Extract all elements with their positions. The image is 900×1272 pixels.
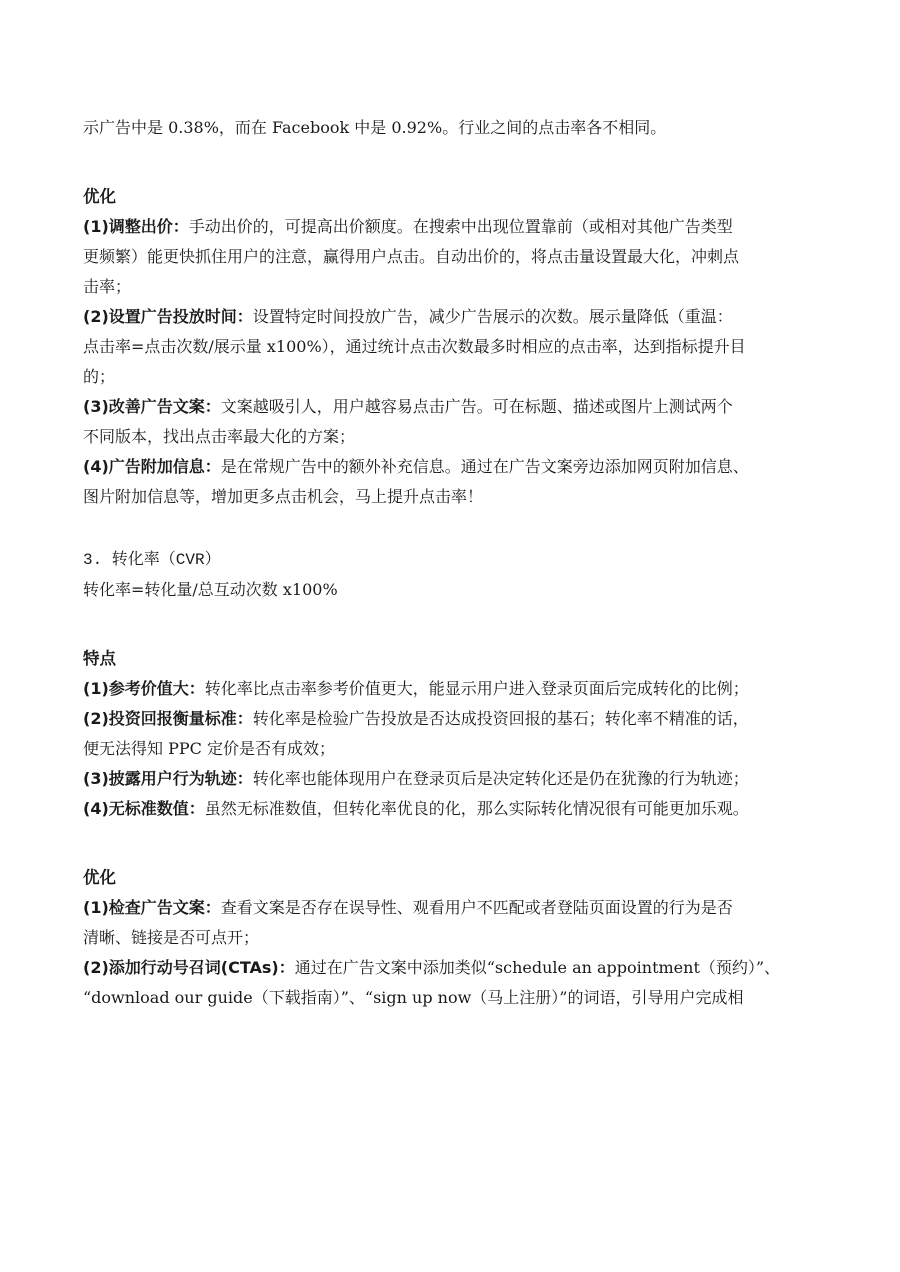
cvr-feat-item-3-text: 转化率也能体现用户在登录页后是决定转化还是仍在犹豫的行为轨迹； <box>252 769 749 788</box>
ctr-opt-item-3-line-2: 不同版本，找出点击率最大化的方案； <box>83 427 356 446</box>
ctr-opt-item-2-line-1 <box>83 302 823 332</box>
ctr-opt-item-3-label: (3)改善广告文案： <box>83 397 221 416</box>
ctr-opt-item-3-line-1 <box>83 392 823 422</box>
spacer <box>83 512 823 545</box>
cvr-optimize-heading: 优化 <box>83 868 116 887</box>
cvr-feat-item-4-label: (4)无标准数值： <box>83 799 205 818</box>
ctr-opt-item-2-text: 设置特定时间投放广告，减少广告展示的次数。展示量降低（重温： <box>252 307 733 326</box>
document-page <box>83 113 823 1013</box>
ctr-opt-item-3-text: 文案越吸引人，用户越容易点击广告。可在标题、描述或图片上测试两个 <box>220 397 733 416</box>
spacer <box>83 605 823 638</box>
ctr-optimize-heading: 优化 <box>83 187 116 206</box>
cvr-opt-item-2-line-2: “download our guide（下载指南）”、“sign up now（马上注册）”的词语，引导用户完成相 <box>83 988 744 1007</box>
cvr-feat-item-1-text: 转化率比点击率参考价值更大，能显示用户进入登录页面后完成转化的比例； <box>204 679 749 698</box>
cvr-formula: 转化率=转化量/总互动次数 x100% <box>83 580 338 599</box>
cvr-feat-item-3-label: (3)披露用户行为轨迹： <box>83 769 253 788</box>
spacer <box>83 143 823 176</box>
cvr-opt-item-2-text: 通过在广告文案中添加类似“schedule an appointment（预约）”、 <box>294 958 781 977</box>
ctr-opt-item-2-line-3: 的； <box>83 367 116 386</box>
cvr-opt-item-1-line-2: 清晰、链接是否可点开； <box>83 928 260 947</box>
ctr-opt-item-4-line-1 <box>83 452 823 482</box>
cvr-section-title: 3. 转化率（CVR） <box>83 551 221 569</box>
ctr-opt-item-2-line-2: 点击率=点击次数/展示量 x100%），通过统计点击次数最多时相应的点击率，达到指标提升目 <box>83 337 746 356</box>
spacer <box>83 824 823 857</box>
cvr-opt-item-1-line-1 <box>83 893 823 923</box>
ctr-opt-item-1-line-2: 更频繁）能更快抓住用户的注意，赢得用户点击。自动出价的，将点击量设置最大化，冲刺点 <box>83 247 740 266</box>
ctr-opt-item-1-line-1 <box>83 212 823 242</box>
cvr-feat-item-1-line-1 <box>83 674 823 704</box>
cvr-opt-item-1-label: (1)检查广告文案： <box>83 898 221 917</box>
ctr-opt-item-4-text: 是在常规广告中的额外补充信息。通过在广告文案旁边添加网页附加信息、 <box>220 457 749 476</box>
cvr-feat-item-2-line-2: 便无法得知 PPC 定价是否有成效； <box>83 739 335 758</box>
ctr-opt-item-2-label: (2)设置广告投放时间： <box>83 307 253 326</box>
cvr-feat-item-2-text: 转化率是检验广告投放是否达成投资回报的基石；转化率不精准的话， <box>252 709 749 728</box>
cvr-feat-item-1-label: (1)参考价值大： <box>83 679 205 698</box>
cvr-feat-item-4-line-1 <box>83 794 823 824</box>
ctr-opt-item-1-text: 手动出价的，可提高出价额度。在搜索中出现位置靠前（或相对其他广告类型 <box>188 217 733 236</box>
cvr-opt-item-1-text: 查看文案是否存在误导性、观看用户不匹配或者登陆页面设置的行为是否 <box>220 898 733 917</box>
cvr-feat-item-4-text: 虽然无标准数值，但转化率优良的化，那么实际转化情况很有可能更加乐观。 <box>204 799 749 818</box>
ctr-opt-item-4-line-2: 图片附加信息等，增加更多点击机会，马上提升点击率！ <box>83 487 484 506</box>
cvr-features-heading: 特点 <box>83 649 116 668</box>
cvr-opt-item-2-line-1 <box>83 953 823 983</box>
cvr-feat-item-3-line-1 <box>83 764 823 794</box>
cvr-feat-item-2-label: (2)投资回报衡量标准： <box>83 709 253 728</box>
cvr-feat-item-2-line-1 <box>83 704 823 734</box>
ctr-opt-item-1-line-3: 击率； <box>83 277 132 296</box>
cvr-opt-item-2-label: (2)添加行动号召词(CTAs)： <box>83 958 295 977</box>
ctr-opt-item-4-label: (4)广告附加信息： <box>83 457 221 476</box>
ctr-opt-item-1-label: (1)调整出价： <box>83 217 189 236</box>
intro-line: 示广告中是 0.38%，而在 Facebook 中是 0.92%。行业之间的点击率各不相同。 <box>83 118 667 137</box>
